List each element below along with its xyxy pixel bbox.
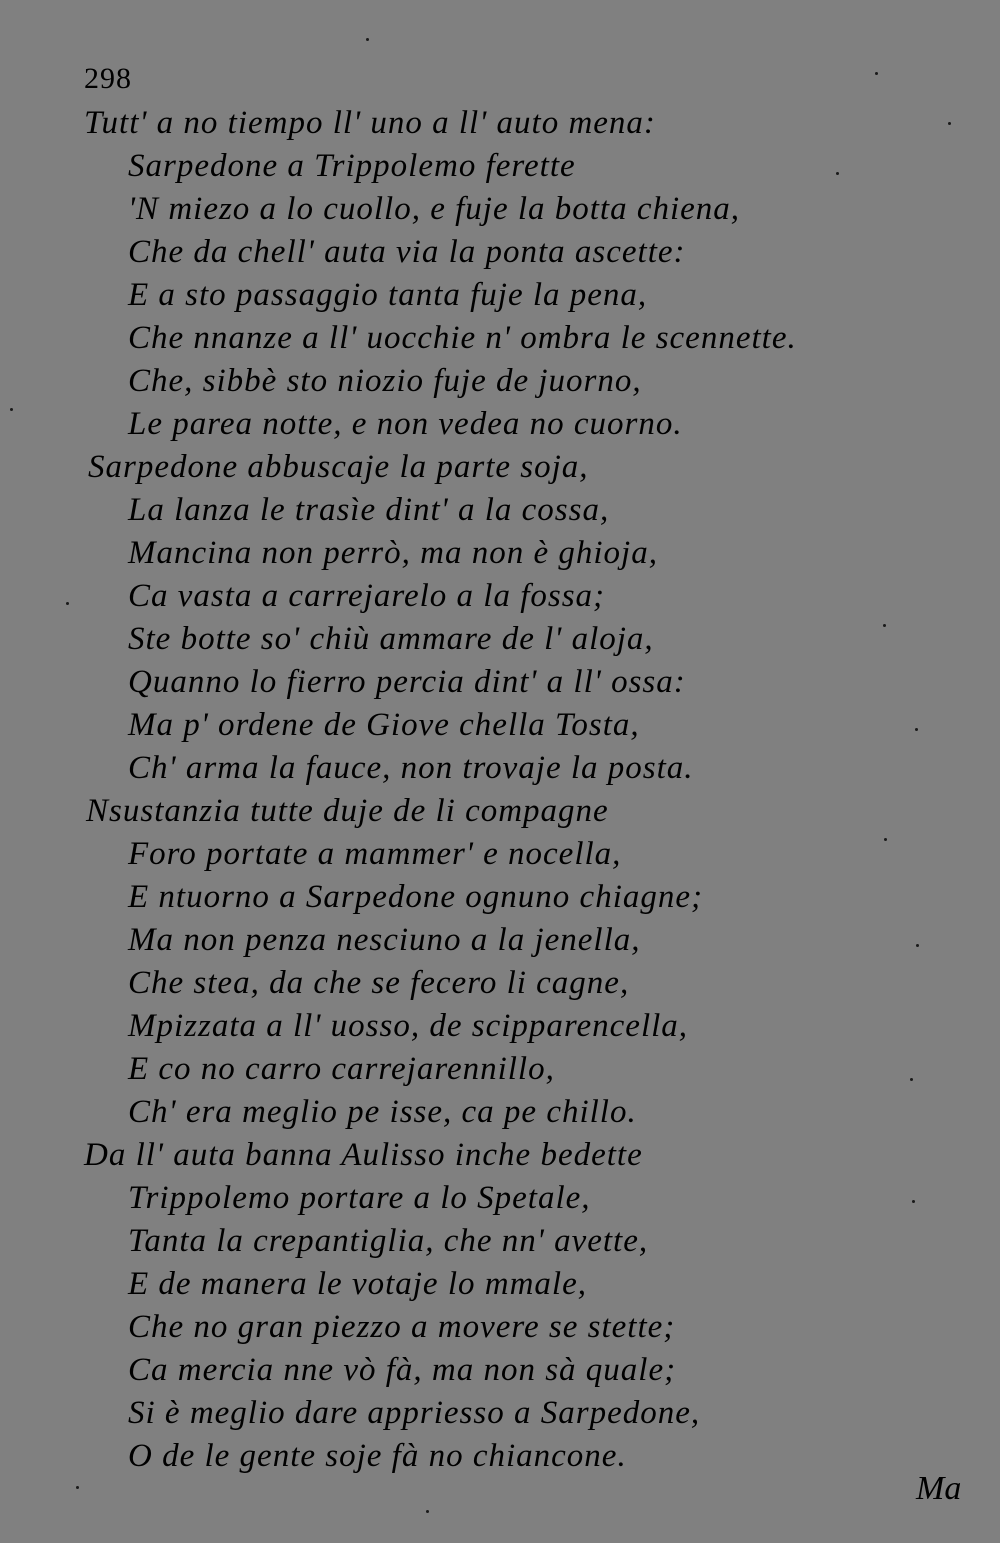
stanza-1-line-4: Che da chell' auta via la ponta ascette:: [128, 234, 686, 270]
stanza-3-line-7: E co no carro carrejarennillo,: [128, 1051, 555, 1087]
scan-speck: [366, 38, 369, 41]
stanza-2-line-6: Quanno lo fierro percia dint' a ll' ossa:: [128, 664, 686, 700]
stanza-4-line-3: Tanta la crepantiglia, che nn' avette,: [128, 1223, 649, 1259]
stanza-4-line-1: Da ll' auta banna Aulisso inche bedette: [84, 1137, 643, 1173]
stanza-2-line-3: Mancina non perrò, ma non è ghioja,: [128, 535, 658, 571]
scan-speck: [912, 1200, 915, 1203]
stanza-3-line-8: Ch' era meglio pe isse, ca pe chillo.: [128, 1094, 637, 1130]
stanza-3-line-2: Foro portate a mammer' e nocella,: [128, 836, 622, 872]
stanza-2-line-4: Ca vasta a carrejarelo a la fossa;: [128, 578, 606, 614]
scan-speck: [916, 944, 919, 947]
stanza-1-line-1: Tutt' a no tiempo ll' uno a ll' auto mena:: [84, 105, 656, 141]
stanza-2-line-7: Ma p' ordene de Giove chella Tosta,: [128, 707, 640, 743]
stanza-3-line-3: E ntuorno a Sarpedone ognuno chiagne;: [128, 879, 704, 915]
stanza-4-line-2: Trippolemo portare a lo Spetale,: [128, 1180, 591, 1216]
scan-speck: [836, 172, 839, 175]
page-number: 298: [84, 62, 132, 95]
stanza-1-line-3: 'N miezo a lo cuollo, e fuje la botta chiena,: [128, 191, 741, 227]
stanza-4-line-6: Ca mercia nne vò fà, ma non sà quale;: [128, 1352, 677, 1388]
scan-speck: [910, 1078, 913, 1081]
stanza-1-line-6: Che nnanze a ll' uocchie n' ombra le scennette.: [128, 320, 797, 356]
stanza-4-line-4: E de manera le votaje lo mmale,: [128, 1266, 587, 1302]
stanza-2-line-2: La lanza le trasìe dint' a la cossa,: [128, 492, 610, 528]
scan-speck: [66, 602, 69, 605]
stanza-1-line-5: E a sto passaggio tanta fuje la pena,: [128, 277, 648, 313]
stanza-2-line-1: Sarpedone abbuscaje la parte soja,: [88, 449, 589, 485]
stanza-4-line-5: Che no gran piezzo a movere se stette;: [128, 1309, 676, 1345]
scan-speck: [948, 122, 951, 125]
stanza-3-line-1: Nsustanzia tutte duje de li compagne: [86, 793, 609, 829]
scan-speck: [884, 838, 887, 841]
catchword: Ma: [916, 1470, 962, 1507]
stanza-4-line-8: O de le gente soje fà no chiancone.: [128, 1438, 627, 1474]
stanza-1-line-7: Che, sibbè sto niozio fuje de juorno,: [128, 363, 642, 399]
stanza-2-line-8: Ch' arma la fauce, non trovaje la posta.: [128, 750, 694, 786]
stanza-1-line-2: Sarpedone a Trippolemo ferette: [128, 148, 576, 184]
scan-speck: [76, 1486, 79, 1489]
stanza-2-line-5: Ste botte so' chiù ammare de l' aloja,: [128, 621, 654, 657]
scan-speck: [915, 728, 918, 731]
stanza-3-line-6: Mpizzata a ll' uosso, de scipparencella,: [128, 1008, 689, 1044]
stanza-4-line-7: Si è meglio dare appriesso a Sarpedone,: [128, 1395, 701, 1431]
stanza-1-line-8: Le parea notte, e non vedea no cuorno.: [128, 406, 683, 442]
scan-speck: [883, 624, 886, 627]
stanza-3-line-5: Che stea, da che se fecero li cagne,: [128, 965, 630, 1001]
scan-speck: [875, 72, 878, 75]
scan-speck: [426, 1510, 429, 1513]
scan-speck: [10, 408, 13, 411]
stanza-3-line-4: Ma non penza nesciuno a la jenella,: [128, 922, 641, 958]
